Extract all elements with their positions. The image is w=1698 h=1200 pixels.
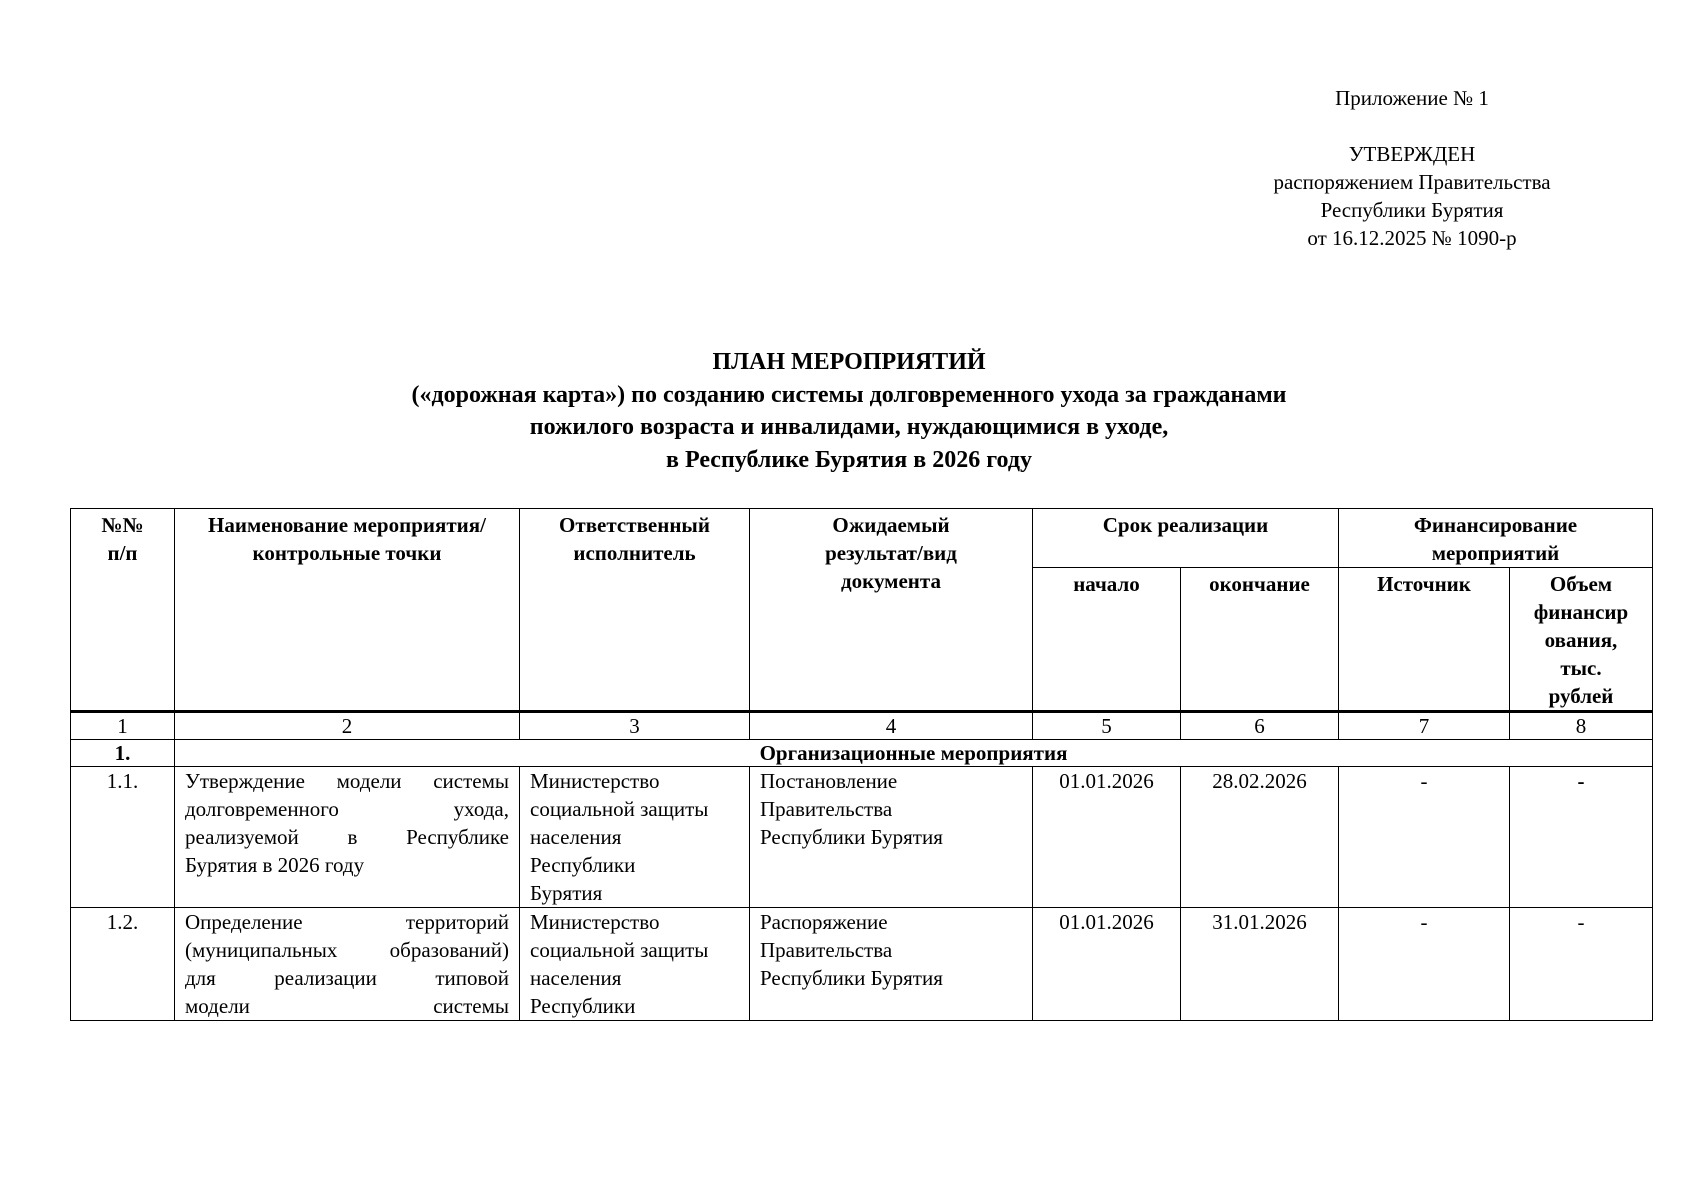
column-number-row [71,712,1653,740]
section-row [71,740,1653,767]
row-executor-line: Республики [530,853,636,877]
row-name-line: Определение территорий [185,910,509,934]
header-source: Источник [1339,568,1510,712]
row-executor-line: социальной защиты [530,797,709,821]
row-name-line: Утверждение модели системы [185,769,509,793]
header-number-line-2: п/п [107,541,138,565]
row-executor-line: Министерство [530,769,660,793]
column-number: 4 [750,712,1033,740]
row-result [750,767,1033,908]
column-number: 1 [71,712,175,740]
section-number: 1. [71,740,175,767]
column-number: 2 [175,712,520,740]
column-number: 8 [1510,712,1653,740]
section-title: Организационные мероприятия [175,740,1653,767]
row-source: - [1339,767,1510,908]
table-row [71,767,1653,908]
title-line-3: пожилого возраста и инвалидами, нуждающимися в уходе, [529,414,1169,440]
header-name-line-1: Наименование мероприятия/ [208,513,486,537]
approval-block [1227,84,1597,252]
header-number [71,509,175,712]
header-executor-line-1: Ответственный [559,513,710,537]
approval-line-3: от 16.12.2025 № 1090-р [1307,226,1517,250]
row-name [175,908,520,1021]
header-volume [1510,568,1653,712]
row-result-line: Республики Бурятия [760,825,943,849]
row-name-line: реализуемой в Республике [185,825,509,849]
column-number: 5 [1033,712,1181,740]
header-volume-line-5: рублей [1548,684,1614,708]
row-end: 28.02.2026 [1181,767,1339,908]
row-start: 01.01.2026 [1033,767,1181,908]
header-number-line-1: №№ [101,513,144,537]
approved-label: УТВЕРЖДЕН [1348,142,1476,166]
row-executor-line: населения [530,825,622,849]
approval-line-1: распоряжением Правительства [1273,170,1551,194]
row-volume: - [1510,908,1653,1021]
row-name-line: для реализации типовой [185,966,509,990]
row-executor-line: социальной защиты [530,938,709,962]
header-period: Срок реализации [1033,509,1339,568]
row-end: 31.01.2026 [1181,908,1339,1021]
row-result-line: Республики Бурятия [760,966,943,990]
header-volume-line-2: финансир [1533,600,1629,624]
row-start: 01.01.2026 [1033,908,1181,1021]
document-title [0,346,1698,476]
row-executor-line: Республики [530,994,636,1018]
annex-label: Приложение № 1 [1335,86,1489,110]
row-name-line: долговременного ухода, [185,797,509,821]
header-name [175,509,520,712]
approval-line-2: Республики Бурятия [1320,198,1504,222]
header-volume-line-4: тыс. [1560,656,1602,680]
row-executor-line: Бурятия [530,881,603,905]
row-result-line: Постановление [760,769,898,793]
header-financing-line-1: Финансирование [1413,513,1578,537]
row-name-line: модели системы [185,994,509,1018]
column-number: 3 [520,712,750,740]
header-executor [520,509,750,712]
row-name-line: Бурятия в 2026 году [185,853,365,877]
row-result [750,908,1033,1021]
row-result-line: Распоряжение [760,910,888,934]
header-financing [1339,509,1653,568]
title-line-4: в Республике Бурятия в 2026 году [666,446,1032,473]
table-row [71,908,1653,1021]
row-name-line: (муниципальных образований) [185,938,509,962]
header-executor-line-2: исполнитель [573,541,696,565]
header-result [750,509,1033,712]
row-executor-line: Министерство [530,910,660,934]
row-number: 1.1. [71,767,175,908]
column-number: 7 [1339,712,1510,740]
header-end: окончание [1181,568,1339,712]
row-name [175,767,520,908]
header-start: начало [1033,568,1181,712]
row-source: - [1339,908,1510,1021]
row-executor-line: населения [530,966,622,990]
title-line-1: ПЛАН МЕРОПРИЯТИЙ [712,349,986,375]
plan-table [70,508,1653,1021]
row-volume: - [1510,767,1653,908]
row-number: 1.2. [71,908,175,1021]
header-volume-line-3: ования, [1544,628,1618,652]
title-line-2: («дорожная карта») по созданию системы долговременного ухода за гражданами [411,381,1287,408]
row-result-line: Правительства [760,938,893,962]
column-number: 6 [1181,712,1339,740]
header-result-line-2: результат/вид [825,541,957,565]
header-result-line-3: документа [841,569,941,593]
header-volume-line-1: Объем [1549,572,1613,596]
row-result-line: Правительства [760,797,893,821]
header-result-line-1: Ожидаемый [832,513,950,537]
row-executor [520,908,750,1021]
header-name-line-2: контрольные точки [252,541,442,565]
header-row-1 [71,509,1653,568]
row-executor [520,767,750,908]
header-financing-line-2: мероприятий [1431,541,1560,565]
